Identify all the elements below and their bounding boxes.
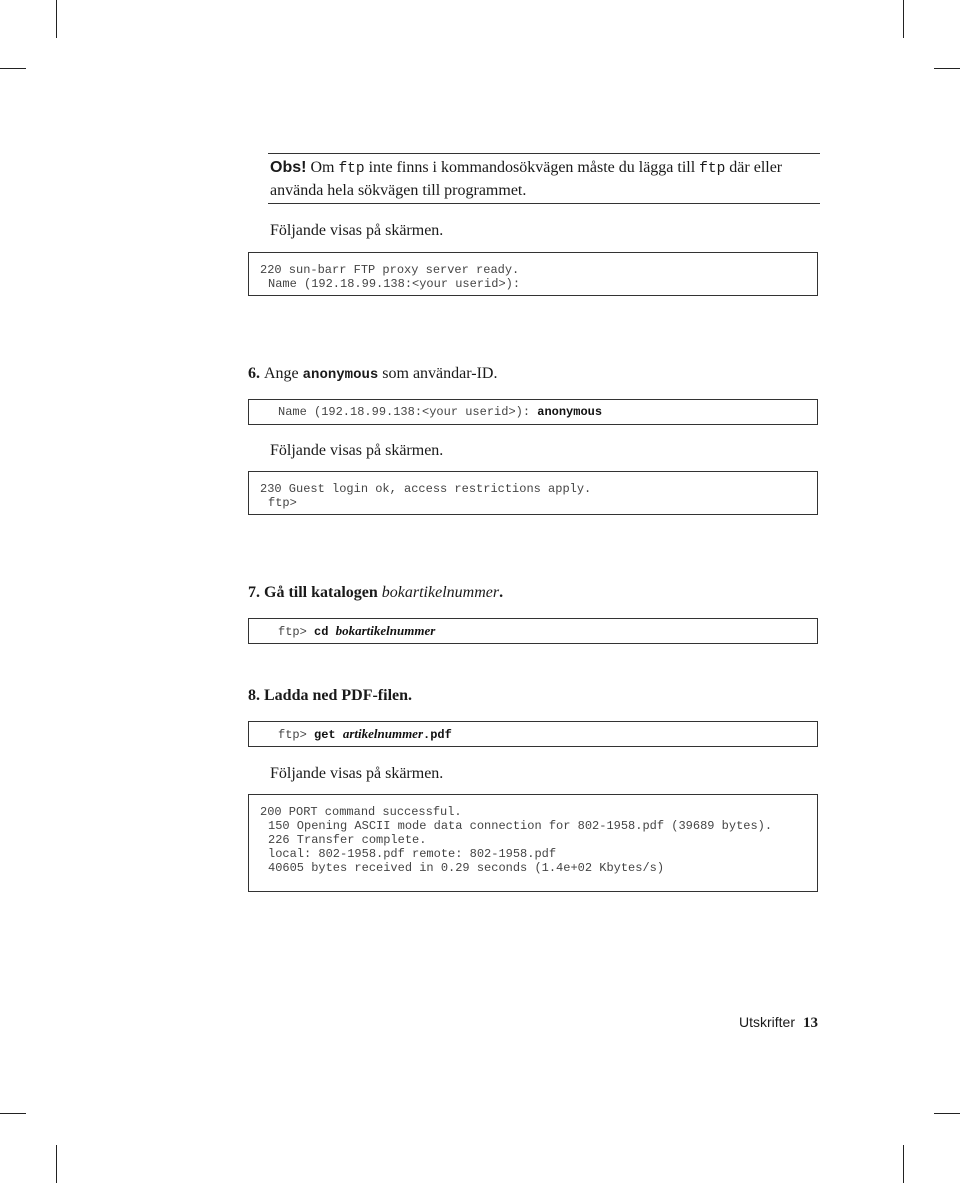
note-text: använda hela sökvägen till programmet. <box>270 182 527 199</box>
note-bottom-rule <box>268 203 820 204</box>
code-box <box>248 794 818 892</box>
step-code: anonymous <box>302 367 379 383</box>
code-line: 150 Opening ASCII mode data connection for 802-1958.pdf (39689 bytes). <box>268 819 773 833</box>
code-command: cd <box>314 625 336 639</box>
code-prompt: ftp> <box>278 728 315 742</box>
code-line: 40605 bytes received in 0.29 seconds (1.4e+02 Kbytes/s) <box>268 861 665 875</box>
step-text: Ladda ned PDF-filen. <box>264 687 413 704</box>
screen-intro: Följande visas på skärmen. <box>270 765 444 782</box>
code-line: local: 802-1958.pdf remote: 802-1958.pdf <box>268 847 557 861</box>
step-number: 8. <box>248 687 260 704</box>
footer-section-label: Utskrifter <box>739 1014 795 1030</box>
page-number: 13 <box>803 1015 818 1031</box>
note-text: Om <box>310 159 339 176</box>
code-line: 230 Guest login ok, access restrictions apply. <box>260 482 592 496</box>
code-extension: .pdf <box>423 728 452 742</box>
note-top-rule <box>268 153 820 154</box>
step-number: 7. <box>248 584 260 601</box>
note-text: där eller <box>725 159 783 176</box>
page-footer <box>739 1014 818 1032</box>
code-line: Name (192.18.99.138:<your userid>): <box>268 277 521 291</box>
step-text: som användar-ID. <box>378 365 498 382</box>
step-8 <box>248 686 412 706</box>
crop-mark <box>0 68 26 69</box>
step-text: . <box>499 584 504 601</box>
code-line: 220 sun-barr FTP proxy server ready. <box>260 263 520 277</box>
code-line: 226 Transfer complete. <box>268 833 427 847</box>
screen-intro: Följande visas på skärmen. <box>270 442 444 459</box>
code-input: anonymous <box>537 405 603 419</box>
code-line: 200 PORT command successful. <box>260 805 462 819</box>
code-command: get <box>314 728 343 742</box>
code-prompt: ftp> <box>278 625 315 639</box>
code-box <box>248 721 818 747</box>
code-box <box>248 252 818 296</box>
crop-mark <box>934 68 960 69</box>
step-7 <box>248 583 503 603</box>
crop-mark <box>56 0 57 38</box>
step-emphasis: bokartikelnummer <box>381 584 500 601</box>
step-text: Gå till katalogen <box>264 584 382 601</box>
note-text: inte finns i kommandosökvägen måste du lägga till <box>364 159 700 176</box>
note-label: Obs! <box>270 159 307 176</box>
crop-mark <box>903 1145 904 1183</box>
code-line: ftp> <box>268 496 297 510</box>
step-text: Ange <box>264 365 303 382</box>
crop-mark <box>56 1145 57 1183</box>
code-box <box>248 471 818 515</box>
code-argument: artikelnummer <box>342 726 424 741</box>
step-6 <box>248 364 497 385</box>
crop-mark <box>0 1113 26 1114</box>
screen-intro: Följande visas på skärmen. <box>270 222 444 239</box>
code-box <box>248 618 818 644</box>
note-code: ftp <box>338 161 365 177</box>
crop-mark <box>934 1113 960 1114</box>
crop-mark <box>903 0 904 38</box>
note-code: ftp <box>699 161 726 177</box>
code-argument: bokartikelnummer <box>335 623 436 638</box>
code-line: Name (192.18.99.138:<your userid>): <box>278 405 538 419</box>
step-number: 6. <box>248 365 260 382</box>
note-block <box>270 157 830 201</box>
code-box <box>248 399 818 425</box>
